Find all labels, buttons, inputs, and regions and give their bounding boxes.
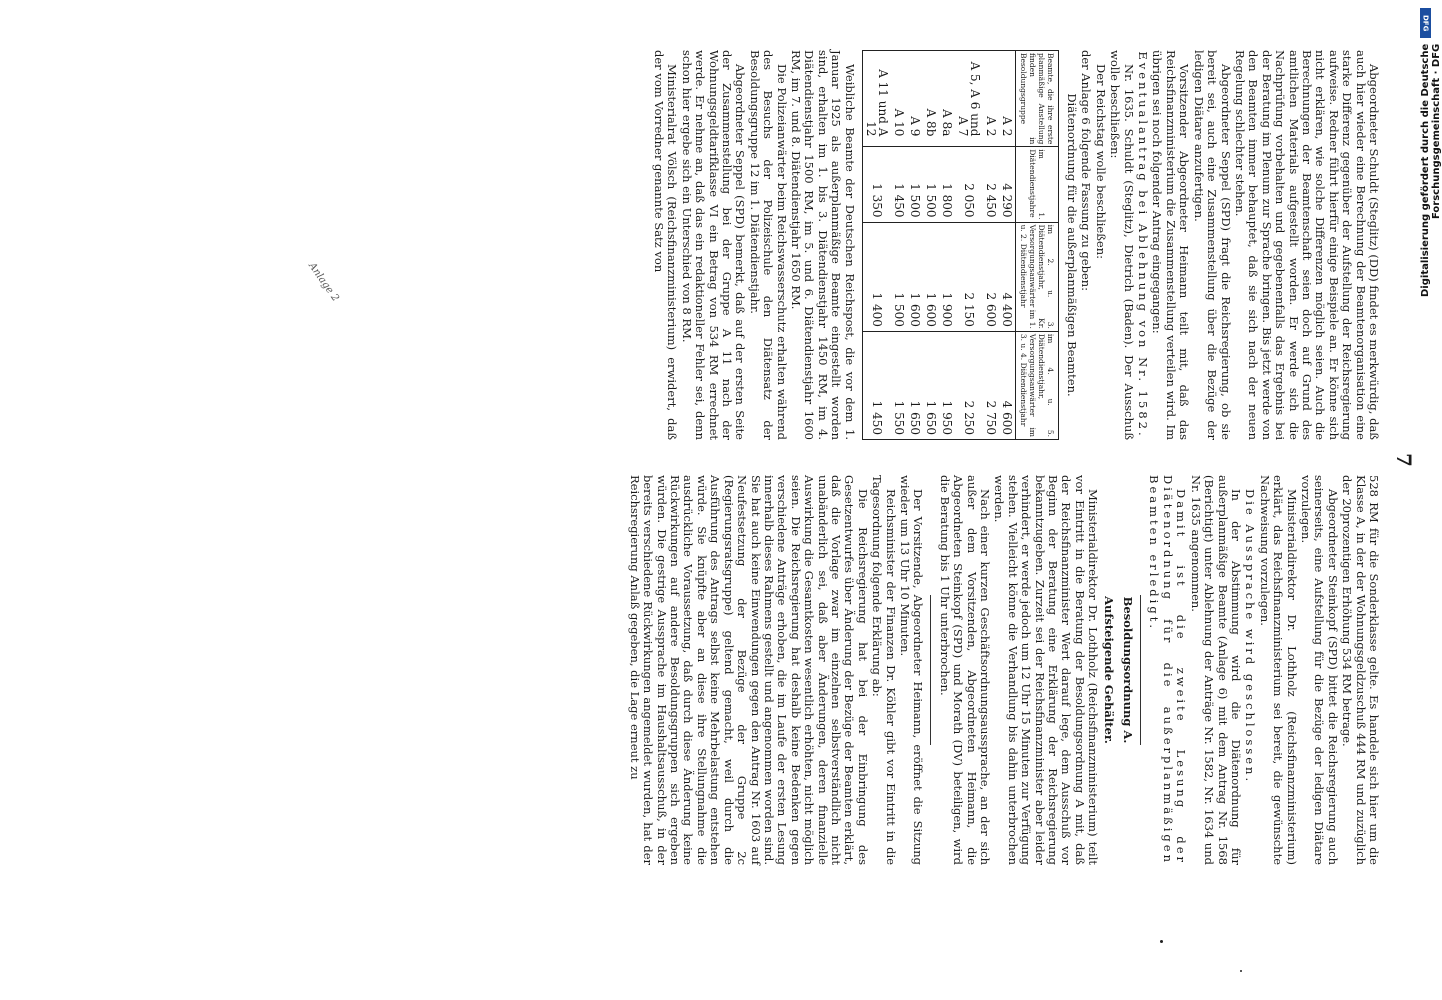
paragraph: Die Aussprache wird geschlossen. (1243, 489, 1258, 785)
table-row (983, 51, 999, 440)
table-cell: 1 500 (923, 147, 939, 222)
table-title: Diätenordnung für die außerplanmäßigen Beamten. (1065, 93, 1080, 397)
paragraph: der Anlage 6 folgende Fassung zu geben: (1079, 50, 1094, 292)
table-cell: 1 550 (891, 331, 907, 439)
left-column (651, 50, 1380, 440)
table-cell: A 10 (891, 51, 907, 147)
table-cell: A 9 (907, 51, 923, 147)
paragraph: Ministerialdirektor Dr. Lothholz (Reichsfinanzministerium) erklärt, das Reichsfinanzministerium sei bereit, die gewünschte Nachweisung vorzulegen. (1257, 475, 1299, 865)
table-cell: 2 600 (983, 222, 999, 331)
table-header: im 2. u. 3. Diätendienstjahr, Kr. Versorgungsanwärter im 1. u. 2. Diätendienstjahr (1015, 222, 1058, 331)
table-row (939, 51, 955, 440)
paragraph: In der Abstimmung wird die Diätenordnung für außerplanmäßige Beamte (Anlage 6) mit dem Antrag Nr. 1568 (Berichtigt) unter Ablehnung der Anträge Nr. 1582, Nr. 1634 und Nr. 1635 angenommen. (1188, 475, 1243, 865)
paragraph: Ministerialdirektor Dr. Lothholz (Reichsfinanzministerium) teilt vor Eintritt in die Beratung der Besoldungsordnung A mit, daß der Reichsfinanzminister Wert darauf lege, dem Ausschuß vor Beginn der Beratung eine Erklärung der Reichsregierung bekanntzugeben. Zurzeit sei der Reichsfinanzminister aber leider verhindert, er werde jedoch um 12 Uhr 15 Minuten zur Verfügung stehen. Vielleicht könne die Verhandlung bis dahin unterbrochen werden. (992, 475, 1101, 865)
table-header: im 4. u. 5. Diätendienstjahr, Versorgungsanwärter im 3. u. 4. Diätendienstjahr (1015, 331, 1058, 439)
paragraph: Vorsitzender Abgeordneter Heimann teilt mit, daß das Reichsfinanzministerium die Zusammenstellung verteilen wird. Im übrigen sei noch folgender Antrag eingegangen: (1150, 50, 1192, 440)
table-cell: 4 400 (999, 222, 1016, 331)
table-cell: A 2 (983, 51, 999, 147)
table-cell: 1 900 (939, 222, 955, 331)
table-cell: 2 450 (983, 147, 999, 222)
table-cell: 1 500 (907, 147, 923, 222)
paragraph: Abgeordneter Seppel (SPD) fragt die Reichsregierung, ob sie bereit sei, auch eine Zusammenstellung über die Bezüge der ledigen Diätare anzufertigen. (1191, 50, 1233, 440)
section-heading: Besoldungsordnung A. (1121, 596, 1136, 744)
table-cell: A 8b (923, 51, 939, 147)
dfg-credit: Digitalisierung gefördert durch die Deutsche Forschungsgemeinschaft · DFG (1420, 44, 1442, 298)
table-cell: 1 600 (923, 222, 939, 331)
paragraph: Damit ist die zweite Lesung der Diätenordnung für die außerplanmäßigen Beamten erledigt. (1147, 475, 1189, 865)
table-row (862, 51, 891, 440)
scan-speck (1160, 940, 1163, 943)
table-cell: 1 600 (907, 222, 923, 331)
table-cell: A 11 und A 12 (862, 51, 891, 147)
table-cell: 1 400 (862, 222, 891, 331)
table-row (923, 51, 939, 440)
table-cell: 1 350 (862, 147, 891, 222)
paragraph: Der Reichstag wolle beschließen: (1093, 64, 1108, 259)
right-column (626, 475, 1380, 865)
dfg-logo: DFG (1420, 8, 1431, 38)
table-cell: 4 290 (999, 147, 1016, 222)
table-cell: A 5, A 6 und A 7 (955, 51, 983, 147)
paragraph: Die Polizeianwärter beim Reichswasserschutz erhalten während des Besuchs der Polizeischule den Diätensatz der Besoldungsgruppe 12 im 1. Diätendienstjahr. (747, 50, 789, 440)
table-cell: 1 500 (891, 222, 907, 331)
paragraph: Nr. 1635. Schuldt (Steglitz), Dietrich (Baden). Der Ausschuß wolle beschließen: (1108, 50, 1136, 440)
salary-table (862, 50, 1059, 440)
paragraph: 528 RM für die Sonderklasse gelte. Es handele sich hier um die Klasse A, in der der Wohnungsgeldzuschuß 444 RM und zuzüglich der 20prozentigen Erhöhung 534 RM betrage. (1340, 475, 1381, 865)
divider (1140, 595, 1141, 745)
table-header: Beamte, die ihre erste planmäßige Anstellung finden in Besoldungsgruppe (1015, 51, 1058, 147)
paragraph: Der Vorsitzende, Abgeordneter Heimann, eröffnet die Sitzung wieder um 13 Uhr 10 Minuten. (898, 475, 926, 865)
table-cell: 2 050 (955, 147, 983, 222)
table-row (955, 51, 983, 440)
rotated-scan-frame (80, 30, 1416, 890)
table-cell: 2 750 (983, 331, 999, 439)
divider (930, 595, 931, 745)
table-cell: 2 150 (955, 222, 983, 331)
table-cell: 1 800 (939, 147, 955, 222)
motion-heading: Eventualantrag bei Ablehnung von Nr. 1582. (1136, 51, 1151, 439)
table-cell: 2 250 (955, 331, 983, 439)
table-cell: 1 650 (907, 331, 923, 439)
margin-note: Anlage 2 (306, 260, 341, 304)
table-header: im 1. Diätendienstjahre (1015, 147, 1058, 222)
scanned-page (80, 30, 1416, 890)
table-cell: 4 600 (999, 331, 1016, 439)
table-cell: 1 450 (862, 331, 891, 439)
paragraph: Ministerialrat Völsch (Reichsfinanzministerium) erwidert, daß der vom Vorredner genannte Satz von (651, 50, 680, 440)
paragraph: Reichsminister der Finanzen Dr. Köhler gibt vor Eintritt in die Tagesordnung folgende Erklärung ab: (870, 475, 898, 865)
table-row (891, 51, 907, 440)
table-cell: 1 450 (891, 147, 907, 222)
table-row (907, 51, 923, 440)
table-row (999, 51, 1016, 440)
table-header-row (1015, 51, 1058, 440)
section-subheading: Aufsteigende Gehälter. (1101, 596, 1116, 744)
paragraph: Nach einer kurzen Geschäftsordnungsaussprache, an der sich außer dem Vorsitzenden, Abgeordneten Heimann, die Abgeordneten Steinkopf (SPD) und Morath (DV) beteiligen, wird die Beratung bis 1 Uhr unterbrochen. (937, 475, 993, 865)
paragraph: Abgeordneter Schuldt (Steglitz) (DD) findet es merkwürdig, daß auch hier wieder eine Berechnung der Beamtenorganisation eine starke Differenz gegenüber der Aufstellung der Reichsregierung aufweise. Redner führt hierfür einige Beispiele an. Er könne sich nicht erklären, wie solche Differenzen möglich seien. Auch die Berechnungen der Beamtenschaft seien doch auf Grund des amtlichen Materials aufgestellt worden. Er werde sich die Nachprüfung vorbehalten und gegebenenfalls das Ergebnis bei der Beratung im Plenum zur Sprache bringen. Bis jetzt werde von den Beamten immer behauptet, daß sie sich nach der neuen Regelung schlechter stehen. (1232, 50, 1381, 440)
table-cell: 1 650 (923, 331, 939, 439)
table-cell: A 8a (939, 51, 955, 147)
paragraph: Abgeordneter Seppel (SPD) bemerkt, daß auf der ersten Seite der Zusammenstellung bei der Gruppe A 11 nach der Wohnungsgeldtarifklasse VI ein Betrag von 534 RM errechnet werde. Er nehme an, daß das ein redaktioneller Fehler sei, denn schon hier ergebe sich ein Unterschied von 8 RM. (679, 50, 748, 440)
paragraph: Abgeordneter Steinkopf (SPD) bittet die Reichsregierung auch seinerseits, eine Aufstellung für die Bezüge der ledigen Diätare vorzulegen. (1298, 475, 1340, 865)
table-cell: 1 950 (939, 331, 955, 439)
paragraph: Die Reichsregierung hat bei der Einbringung des Gesetzentwurfes über Änderung der Bezüge der Beamten erklärt, daß die Vorlage zwar im einzelnen selbstverständlich nicht unabänderlich sei, daß aber Änderungen, deren finanzielle Auswirkung die Gesamtkosten wesentlich erhöhten, nicht möglich seien. Die Reichsregierung hat deshalb keine Bedenken gegen verschiedene Anträge erhoben, die im Laufe der ersten Lesung innerhalb dieses Rahmens gestellt und angenommen worden sind. Sie hat auch keine Einwendungen gegen den Antrag Nr. 1603 auf Neufestsetzung der Bezüge der Gruppe 2c (Regierungsratsgruppe) geltend gemacht, weil durch die Ausführung des Antrags selbst keine Mehrbelastung entstehen würde. Sie knüpfte aber an diese ihre Stellungnahme die ausdrückliche Voraussetzung, daß durch diese Änderung keine Rückwirkungen auf andere Besoldungsgruppen sich ergeben würden. Die gestrige Aussprache im Haushaltsausschuß, in der bereits verschiedene Rückwirkungen angemeldet wurden, hat der Reichsregierung Anlaß gegeben, die Lage erneut zu (627, 475, 870, 865)
paragraph: Weibliche Beamte der Deutschen Reichspost, die vor dem 1. Januar 1925 als außerplanmäßige Beamte eingestellt worden sind, erhalten im 1. bis 3. Diätendienstjahr 1450 RM, im 4. Diätendienstjahr 1500 RM, im 5. und 6. Diätendienstjahr 1600 RM, im 7. und 8. Diätendienstjahr 1650 RM. (789, 50, 857, 440)
page-number: 7 (1392, 453, 1416, 467)
table-cell: A 2 (999, 51, 1016, 147)
scan-speck (1240, 970, 1242, 972)
